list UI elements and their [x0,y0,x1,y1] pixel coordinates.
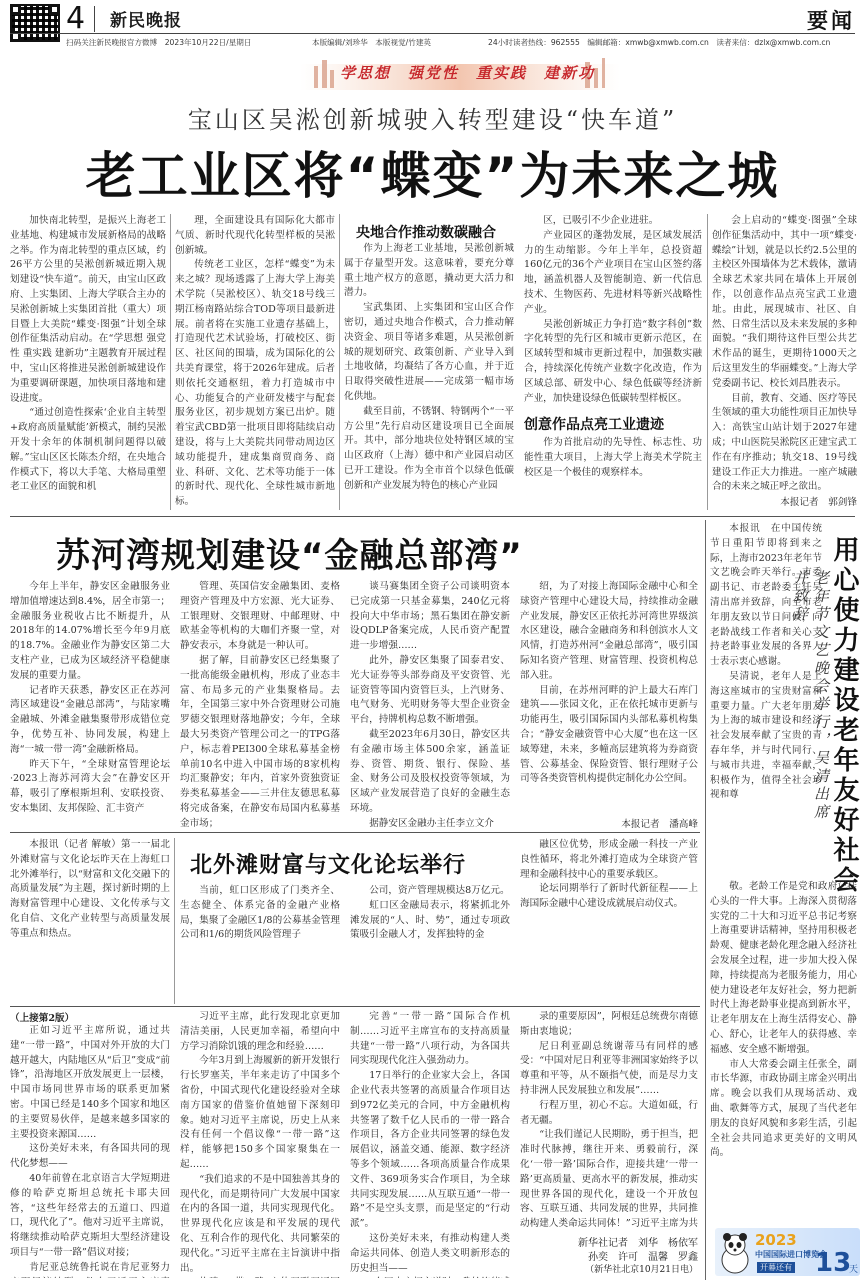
story1-col1: 加快南北转型，是振兴上海老工业基地、构建城市发展新格局的战略之举。作为南北转型的重点区域，约26平方公里的吴淞创新城近期入规划建设“快车道”。前天，由宝山区政府、上实集团、上海大学联合主办的吴淞创新城上实集团首批（重大）项目暨上大美院“蝶变·图强”计划全球创作征集活动启动。在“学思想 强党性 重实践 建新功”主题教育开展过程中，宝山区将推进吴淞创新城建设作为重要调研课题，加快项目落地和建设进度。 “通过创造性探索‘企业自主转型+政府高质量赋能’新模式，制约吴淞开发十余年的体制机制问题得以破解。”宝山区区长陈杰介绍，在央地合作模式下，将以大手笔、大格局重塑老工业区的面貌和机 [10,215,166,493]
story5-credit3: （新华社北京10月21日电） [585,1265,698,1275]
story3-col-a: 本报讯 在中国传统节日重阳节即将到来之际，上海市2023年老年节文艺晚会昨天举行。市委副书记、市老龄委主任吴清出席并致辞，向全市老年朋友致以节日问候，向老龄战线工作者和关心支持老龄事业发展的各界人士表示衷心感谢。 吴清说，老年人是上海这座城市的宝贵财富和重要力量。广大老年朋友为上海的城市建设和经济社会发展奉献了宝贵的青春年华，并与时代同行、与城市共进，幸福奉献，积极作为，值得全社会珍视和尊 [710,523,822,801]
section-rule [10,832,700,833]
sidebar-divider [705,520,706,1280]
import-expo-countdown-ad [715,1228,860,1276]
story1-col4b: 作为首批启动的先导性、标志性、功能性重大项目，上海大学上海美术学院主校区是一个极佳的观察样本。 [524,437,702,478]
section-tag: 要闻 [807,8,855,33]
masthead-rule [10,33,855,34]
story5-continued: （上接第2版） [10,1013,75,1024]
story2-byline: 本报记者 潘高峰 [621,819,698,830]
story1-col4: 区，已吸引不少企业进驻。 产业园区的蓬勃发展，是区域发展活力的生动缩影。今年上半年，总投资超160亿元的36个产业项目在宝山区签约落地，涵盖机器人及智能制造、新一代信息技术、生物医药、先进材料等新兴战略性产业。 吴淞创新城正力争打造“数字科创”数字化转型的先行区和城市更新示范区，在区域转型和城市更新过程中，加强数实融合，持续深化传统产业数字化改造，作为区域总部、研发中心、绿色低碳等经济新产业，加快建设绿色低碳转型样板区。 [524,215,702,404]
story5-col2: 习近平主席，此行发现北京更加清洁美丽，人民更加幸福，希望向中方学习消除饥饿的理念和经验…… 今年3月到上海履新的新开发银行行长罗塞芙，半年来走访了中国多个省份，中国式现代化建设经验对全球南方国家的借鉴价值她留下深刻印象。她对习近平主席说，历史上从来没有任何一个倡议像“一带一路”这样，能够把150多个国家聚集在一起…… “我们追求的不是中国独善其身的现代化，而是期待同广大发展中国家在内的各国一道，共同实现现代化。世界现代化应该是和平发展的现代化、互利合作的现代化、共同繁荣的现代化。”习近平主席在主旨演讲中指出。 [180,1011,340,1274]
story4-col2: 当前，虹口区形成了门类齐全、生态健全、体系完备的金融产业格局，集聚了金融区1/8的公募基金管理公司和1/6的期货风险管理子 [180,885,340,941]
ad-slogan: 开幕还有 [757,1262,795,1273]
story4-col3: 公司，资产管理规模达8万亿元。 虹口区金融局表示，将紧抓北外滩发展的“人、时、势”，通过专项政策吸引金融人才，发挥独特的金 [350,885,510,941]
story1-col5: 会上启动的“蝶变·图强”全球创作征集活动中，其中一项“蝶变·蝶绘”计划，就是以长约2.5公里的主校区外围墙体为艺术载体，激请全球艺术家共同在墙体上开展创作，以创意作品点亮宝武工业遗址。由此，展现城市、社区、自然、日常生活以及未来发展的多种面貌。“我们期待这件巨型公共艺术作品的诞生，更期待1000天之后这里发生的华丽蝶变。”上海大学党委副书记、校长刘昌胜表示。 目前，教育、交通、医疗等民生领域的重大功能性项目正加快导入：高铁宝山站计划于2027年建成；中山医院吴淞院区正建宝武工作在有序推动；轨交18、19号线建设工作正大力推进。一座产城融合的未来之城正呼之欲出。 [712,215,857,492]
story1-subhead2: 创意作品点亮工业遗迹 [524,417,664,433]
col-divider [174,838,175,1004]
story4-col4: 融区位优势，形成金融一科技一产业良性循环，将北外滩打造成为全球资产管理和金融科技中心的重要承载区。 论坛同期举行了新时代新征程——上海国际金融中心建设成就展启动仪式。 [520,839,698,910]
campaign-banner: 学思想 强党性 重实践 建新功 [340,64,596,82]
section-rule [10,516,855,517]
masthead-divider [94,6,95,32]
qr-code [10,4,60,42]
publish-meta: 扫码关注新民晚报官方微博 2023年10月22日/星期日 [66,38,252,47]
story5-col1: 正如习近平主席所说，通过共建“一带一路”，中国对外开放的大门越开越大，内陆地区从“后卫”变成“前锋”，沿海地区开放发展更上一层楼，中国市场同世界市场的联系更加紧密。中国已经是140多个国家和地区的主要贸易伙伴，是越来越多国家的主要投资来源国…… 这份美好未来，有各国共同的现代化梦想—— 40年前曾在北京语言大学短期进修的哈萨克斯坦总统托卡耶夫回答，“这些年经常去的五道口、四道口，现代化了”。他对习近平主席说，将继续推动哈萨克斯坦大型经济建设项目与“一带一路”倡议对接； 肯尼亚总统鲁托说在肯尼亚努力 [10,1025,170,1273]
col-divider [707,214,708,510]
paper-name: 新民晚报 [110,11,182,31]
col-divider [170,214,171,510]
story1-byline: 本报记者 郭剑锋 [780,497,857,508]
story2-col1: 今年上半年，静安区金融服务业增加值增速达到8.4%，居全市第一；金融服务业税收占比不断提升，从2018年的14.07%增长至今年9月底的18.7%。金融业作为静安区第二大支柱产业，已成为区域经济平稳健康发展的重要力量。 记者昨天获悉，静安区正在苏河湾区域建设“金融总部湾”，与陆家嘴金融城、外滩金融集聚带形成错位竞争，优势互补、协同发展，构建上海“一城一带一湾”金融新格局。 昨天下午，“全球财富管理论坛·2023上海苏河湾大会”在静安区开幕，吸引了摩根斯坦利、安联投资、安本集团、友邦保险、汇丰资产 [10,581,170,814]
editor-meta: 本版编辑/刘珍华 本版视觉/竹建英 [312,38,432,47]
story1-headline: 老工业区将“蝶变”为未来之城 [85,147,780,205]
story2-col3: 谈马赛集团全资子公司谈明资本已完成第一只基金募集，240亿元将投向大中华市场；黑石集团在静安新设QDLP备案完成，人民币资产配置进一步增强…… 此外，静安区集聚了国泰君安、光大证券等头部券商及平安资管、光证资管等国内资管巨头，上汽财务、电气财务、光明财务等大型企业资金平台，持牌机构总数不断增强。 截至2023年6月30日，静安区共有金融市场主体500余家，涵盖证券、资管、期货、银行、保险、基金、财务公司及股权投资等领域，为区域产业发展营造了良好的金融生态环境。 据静安区金融办主任李立文介 [350,581,510,829]
story2-col2: 管理、英国信安金融集团、麦格理资产管理及中方宏源、光大证券、工银理财、交银理财、中邮理财、中欧基金等机构的大咖们齐聚一堂，对静安表示，本身就是一种认可。 据了解，目前静安区已经集聚了一批高能级金融机构，形成了业态丰富、布局多元的产业集聚格局。去年，全国第三家中外合资理财公司施罗德交银理财落地静安；今年，全球最大另类资产管理公司之一的TPG落户，标志着PEI300全球私募基金榜单前10名中进入中国市场的8家机构均汇聚静安；年内，首家外资独资证券类私募基金——三井住友德思私募将完成备案，在静安布局国内私募基金市场； [180,581,340,829]
ad-year: 2023 [755,1231,797,1249]
story2-col4: 绍，为了对接上海国际金融中心和全球资产管理中心建设大局，持续推动金融产业发展，静安区正依托苏河湾世界级滨水区建设，融合金融商务和科创滨水人文风情，打造苏州河“金融总部湾”，吸引国际知名资产管理、财富管理、投资机构总部入驻。 目前，在苏州河畔的沪上最大石库门建筑——张园文化，正在依托城市更新与功能再生，吸引国际国内头部私募机构集合；“静安金融资管中心大厦”也在这一区域筹建，未来，多幢高层建筑将为券商资管、公募基金、保险资管、银行理财子公司等各类资管机构提供定制化办公空间。 [520,581,698,785]
story5-credit2: 孙奕 许可 温馨 罗鑫 [588,1252,698,1263]
story3-headline: 用心使力建设老年友好社会 [829,536,859,896]
col-divider [339,214,340,510]
story5-col4: 录的重要原因”，阿根廷总统费尔南德斯由衷地说； 尼日利亚副总统谢蒂马有同样的感受：“中国对尼日利亚等非洲国家始终予以尊重和平等，从不颐指气使，而是尽力支持非洲人民发展独立和发展”…… 行程万里，初心不忘。大道如砥，行者无疆。 “让我们谨记人民期盼，勇于担当，把准时代脉搏，继往开来、勇毅前行，深化‘一带一路’国际合作，迎接共建‘一带一路’更高质量、更高水平的新发展，推动实现世界各国的现代化，建设一个开放包容、互联互通、共同发展的世界，共同推动构建人类命运共同体！”习近平主席为共 [520,1011,698,1230]
story4-col1: 本报讯（记者 解敏）第一一届北外滩财富与文化论坛昨天在上海虹口北外滩举行，以“财富和文化交融下的高质量发展”为主题，探讨新时期的上海财富管理中心建设、文化传承与文化自信、文化产业转型与高质量发展等重点和热点。 [10,839,170,939]
story1-kicker: 宝山区吴淞创新城驶入转型建设“快车道” [187,106,678,134]
section-rule [10,1006,700,1007]
ad-unit: 天 [849,1265,859,1275]
ad-label: 中国国际进口博览会 [755,1249,827,1259]
story1-subhead1: 央地合作推动数碳融合 [356,225,496,241]
panda-mascot-icon [717,1232,753,1274]
story5-col3: 完善“一带一路”国际合作机制……习近平主席宣布的支持高质量共建“一带一路”八项行动，为各国共同实现现代化注入强劲动力。 17日举行的企业家大会上，各国企业代表共签署的高质量合作项目达到972亿美元的合同，中方金融机构共签署了数千亿人民币的一带一路合作项目，各方企业共同签署的绿色发展倡议，涵盖交通、能源、数字经济等多个领域……各项高质量合作成果文件、369项务实合作项目，为全球共同实现发展……从互联互通“一带一路”不是空头支票，而是坚定的“行动派”。 这份美好未来，有推动构建人类命运共同体、创造人类文明新形态的历史担当—— [350,1011,510,1274]
story1-col2: 理，全面建设具有国际化大都市气质、新时代现代化转型样板的吴淞创新城。 传统老工业区，怎样“蝶变”为未来之城？现场透露了上海大学上海美术学院（吴淞校区）、轨交18号线三期江杨南路站综合TOD等项目最新进展。前者将在实施工业遗存基础上，打造现代艺术试验场，打破校区、街区、社区间的围墙，成为国际化的公共美育课堂，将于2026年建成。后者则依托交通枢纽，着力打造城市中心、功能复合的产业研发楼宇与配套服务业区，初步规划方案已出炉。随着宝武CBD第一批项目即将陆续启动建设，将与上大美院共同带动周边区域功能提升，建成集商贸商务、商业、科研、文化、艺术等功能于一体的新时代、现代化、全球性城市新地标。 [175,215,335,508]
story1-col3: 作为上海老工业基地，吴淞创新城属于存量型开发。这意味着，要充分尊重土地产权方的意愿，撬动更大活力和潜力。 宝武集团、上实集团和宝山区合作密切，通过央地合作模式，合力推动解决资金、项目等诸多难题，从吴淞创新城的规划研究、政策创新、产业导入到土地收储，均凝结了各方心血，并于近日取得突破性进展——完成第一幅市场化供地。 截至目前，不锈钢、特钢两个“一平方公里”先行启动区建设项目已全面展开。其中，部分地块位处特钢区域的宝山区政府（上海）德中和产业园启动区已开工建设。作为全市首个以绿色低碳创新和产业发展为特色的核心产业园 [344,243,514,491]
story3-subheadline: 老年节文艺晚会举行，吴清出席并致辞 [791,570,830,822]
ad-days: 13 [815,1248,852,1276]
story5-credit1: 新华社记者 刘华 杨依军 [578,1238,698,1249]
contact-meta: 24小时读者热线：962555 编辑邮箱：xmwb@xmwb.com.cn 读者来信：dzlx@xmwb.com.cn [488,38,831,47]
story3-col-b: 敬。老龄工作是党和政府记挂心头的一件大事。上海深入贯彻落实党的二十大和习近平总书记考察上海重要讲话精神，坚持用积极老龄观、健康老龄化理念融入经济社会发展全过程，进一步加大投入保障，持续提高为老服务能力，用心使力建设老年友好社会，努力把新时代上海老龄事业提高到新水平，让老年朋友在上海生活得安心、静心、舒心，让老年人的获得感、幸福感、安全感不断增强。 市人大常委会副主任张全，副市长华源，市政协副主席金兴明出席。晚会以我们从现场活动、戏曲、歌舞等方式，展现了当代老年朋友的良好风貌和多彩生活，引起全社会共同追求更美好的文明风尚。 [710,881,857,1159]
story2-headline: 苏河湾规划建设“金融总部湾” [56,536,523,576]
story4-headline: 北外滩财富与文化论坛举行 [190,853,467,878]
page-number: 4 [66,1,86,36]
